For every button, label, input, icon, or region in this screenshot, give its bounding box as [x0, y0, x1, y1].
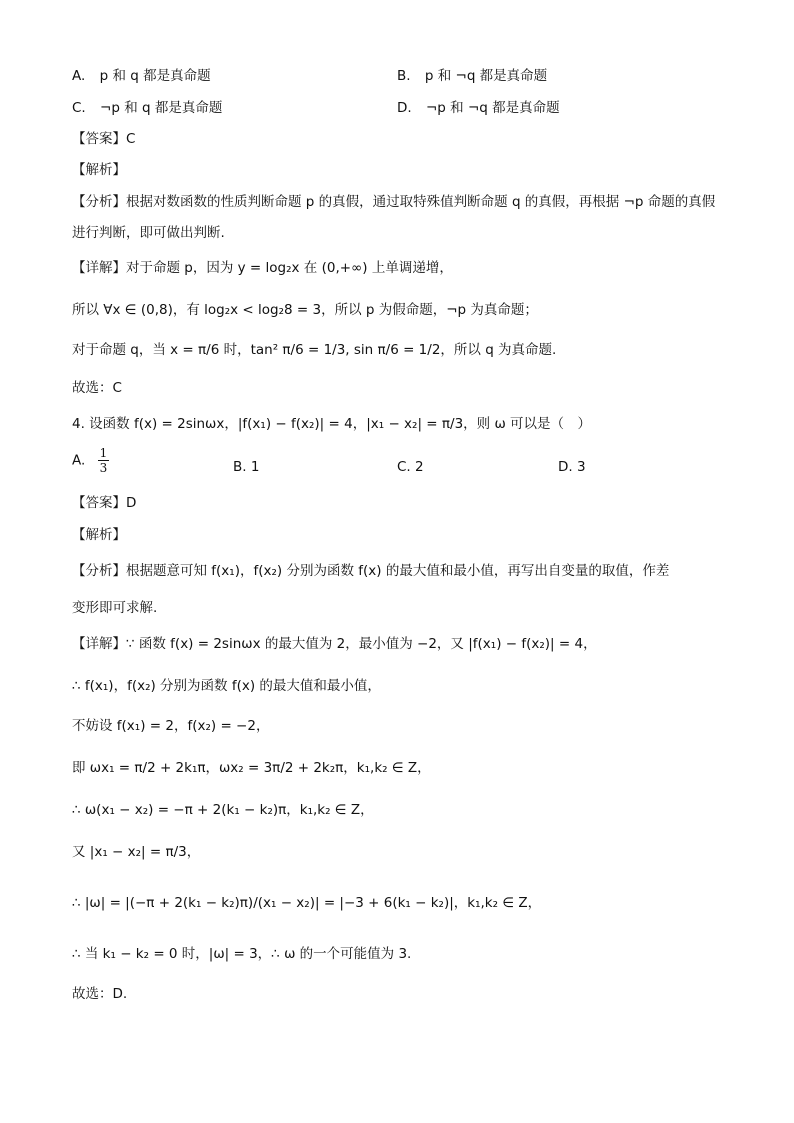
- q4-option-c: C. 2: [397, 459, 424, 475]
- q4-fenxi-line1: [72, 561, 669, 581]
- fenxi-tag: 【分析】: [72, 194, 126, 210]
- answer-tag: 【答案】: [72, 495, 126, 511]
- q3-option-a: [72, 66, 211, 86]
- xiangjie-tag: 【详解】: [72, 260, 126, 276]
- q4-analysis-tag: 【解析】: [72, 527, 126, 543]
- q4-detail-line5: ∴ ω(x₁ − x₂) = −π + 2(k₁ − k₂)π，k₁,k₂ ∈ Z，: [72, 802, 374, 818]
- answer-tag: 【答案】: [72, 131, 126, 147]
- option-text: p 和 q 都是真命题: [99, 68, 211, 84]
- option-label: A.: [72, 68, 86, 84]
- fraction-numerator: 1: [99, 446, 108, 460]
- option-text: ¬p 和 ¬q 都是真命题: [425, 100, 560, 116]
- q3-analysis-tag: 【解析】: [72, 162, 126, 178]
- detail-text: 对于命题 p，因为 y = log₂x 在 (0,+∞) 上单调递增，: [126, 260, 453, 276]
- answer-value: C: [126, 131, 136, 147]
- fenxi-tag: 【分析】: [72, 563, 126, 579]
- q4-detail-line3: 不妨设 f(x₁) = 2，f(x₂) = −2，: [72, 718, 270, 734]
- option-label: C.: [72, 100, 86, 116]
- option-label: A.: [72, 452, 86, 469]
- q4-option-d: D. 3: [558, 459, 586, 475]
- q3-detail-line1: [72, 258, 453, 278]
- option-label: B.: [397, 68, 411, 84]
- q4-detail-line8: ∴ 当 k₁ − k₂ = 0 时，|ω| = 3，∴ ω 的一个可能值为 3.: [72, 946, 412, 962]
- fenxi-text: 根据题意可知 f(x₁)，f(x₂) 分别为函数 f(x) 的最大值和最小值，再写出自变量的取值，作差: [126, 563, 670, 579]
- q3-answer: [72, 129, 135, 149]
- q3-detail-line2: 所以 ∀x ∈ (0,8)，有 log₂x < log₂8 = 3，所以 p 为假命题，¬p 为真命题；: [72, 302, 538, 318]
- option-label: D.: [397, 100, 412, 116]
- q3-fenxi-line1: [72, 192, 715, 212]
- q4-answer: [72, 493, 136, 513]
- q4-option-b: B. 1: [233, 459, 260, 475]
- q4-fenxi-line2: 变形即可求解.: [72, 600, 158, 616]
- q4-option-a: [72, 446, 110, 475]
- answer-value: D: [126, 495, 137, 511]
- q4-detail-line7: ∴ |ω| = |(−π + 2(k₁ − k₂)π)/(x₁ − x₂)| = |−3 + 6(k₁ − k₂)|，k₁,k₂ ∈ Z，: [72, 895, 542, 911]
- fraction-denominator: 3: [99, 461, 108, 475]
- xiangjie-tag: 【详解】: [72, 636, 126, 652]
- q3-option-c: [72, 98, 222, 118]
- fenxi-text: 根据对数函数的性质判断命题 p 的真假，通过取特殊值判断命题 q 的真假，再根据 ¬p 命题的真假: [126, 194, 716, 210]
- q3-option-d: [397, 98, 560, 118]
- q3-option-b: [397, 66, 547, 86]
- q4-stem: 4. 设函数 f(x) = 2sinωx，|f(x₁) − f(x₂)| = 4，|x₁ − x₂| = π/3，则 ω 可以是（ ）: [72, 416, 592, 432]
- detail-text: ∵ 函数 f(x) = 2sinωx 的最大值为 2，最小值为 −2，又 |f(x₁) − f(x₂)| = 4，: [126, 636, 597, 652]
- q3-choose: 故选：C: [72, 380, 122, 396]
- q4-detail-line6: 又 |x₁ − x₂| = π/3，: [72, 844, 201, 860]
- q4-detail-line1: [72, 634, 597, 654]
- q3-fenxi-line2: 进行判断，即可做出判断.: [72, 225, 225, 241]
- option-text: ¬p 和 q 都是真命题: [100, 100, 223, 116]
- q4-detail-line4: 即 ωx₁ = π/2 + 2k₁π，ωx₂ = 3π/2 + 2k₂π，k₁,k₂ ∈ Z，: [72, 760, 431, 776]
- q3-detail-line3: 对于命题 q，当 x = π/6 时，tan² π/6 = 1/3, sin π/6 = 1/2，所以 q 为真命题.: [72, 342, 557, 358]
- option-text: p 和 ¬q 都是真命题: [424, 68, 548, 84]
- q4-choose: 故选：D.: [72, 986, 128, 1002]
- q4-detail-line2: ∴ f(x₁)，f(x₂) 分别为函数 f(x) 的最大值和最小值，: [72, 678, 381, 694]
- option-a-fraction: [98, 446, 110, 475]
